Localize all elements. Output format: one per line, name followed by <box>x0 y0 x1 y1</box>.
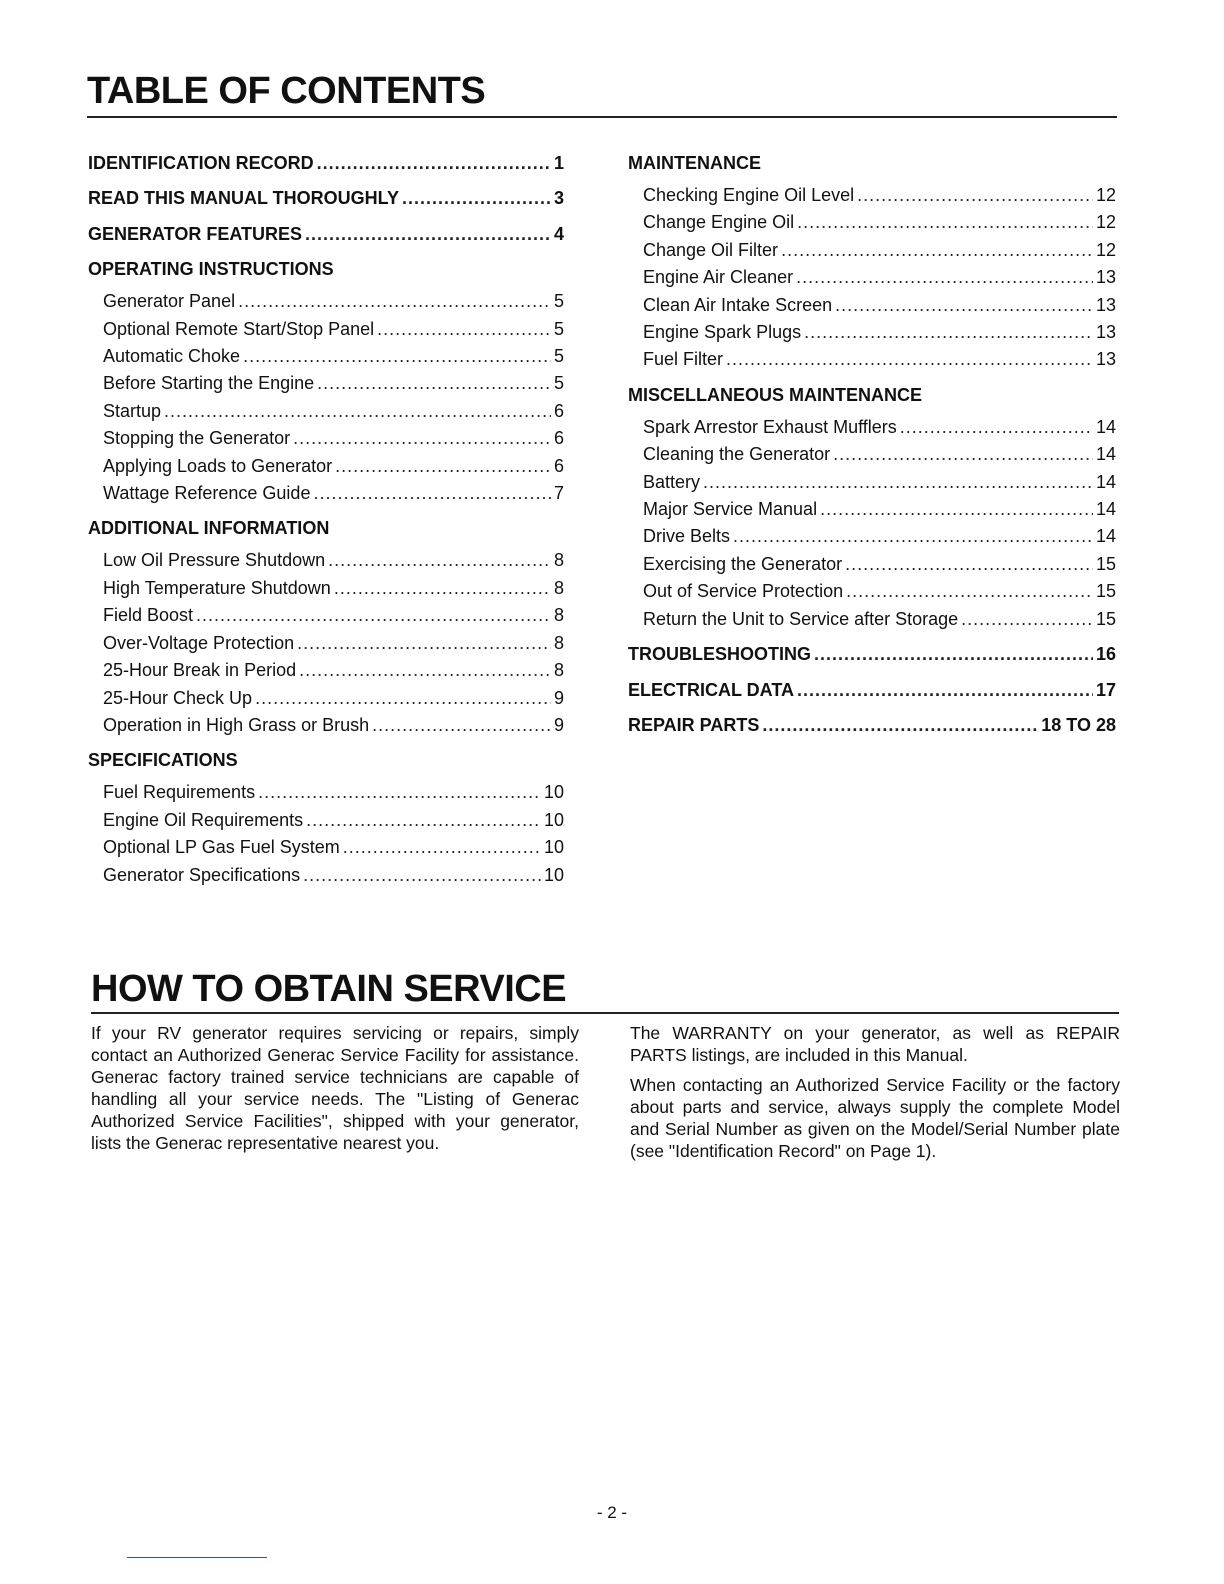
toc-entry-page: 16 <box>1095 644 1116 665</box>
toc-entry-25-hour-check-up <box>88 685 564 712</box>
toc-entry-page: 17 <box>1095 679 1116 700</box>
toc-entry-label: Optional LP Gas Fuel System <box>103 837 340 858</box>
toc-section-additional-information: ADDITIONAL INFORMATION <box>88 518 330 539</box>
toc-entry-page: 5 <box>553 318 564 339</box>
service-paragraph: If your RV generator requires servicing or repairs, simply contact an Authorized Generac Service Facility for assistance. Generac factory trained service technicians are capable of handling all your service needs. The "Listing of Generac Authorized Service Facilities", shipped with your generator, lists the Generac representative nearest you. <box>91 1023 579 1153</box>
dot-leader <box>900 414 1093 441</box>
page-number: - 2 - <box>596 1503 628 1522</box>
dot-leader <box>733 523 1093 550</box>
toc-entry-label: Engine Spark Plugs <box>643 322 802 343</box>
toc-entry-label: Exercising the Generator <box>643 553 843 574</box>
toc-entry-label: ELECTRICAL DATA <box>628 679 794 700</box>
toc-entry-page: 4 <box>553 223 564 244</box>
toc-entry-label: Major Service Manual <box>643 499 818 520</box>
dot-leader <box>402 185 551 212</box>
toc-entry-checking-engine-oil-level <box>628 182 1116 209</box>
toc-entry-label: Low Oil Pressure Shutdown <box>103 550 326 571</box>
toc-entry-read-this-manual-thoroughly <box>88 185 564 212</box>
dot-leader <box>299 657 551 684</box>
toc-entry-page: 8 <box>553 550 564 571</box>
dot-leader <box>797 677 1093 704</box>
dot-leader <box>372 712 551 739</box>
toc-entry-label: Change Oil Filter <box>643 239 779 260</box>
toc-entry-low-oil-pressure-shutdown <box>88 547 564 574</box>
toc-entry-page: 10 <box>543 864 564 885</box>
toc-entry-high-temperature-shutdown <box>88 575 564 602</box>
toc-entry-page: 13 <box>1095 267 1116 288</box>
toc-entry-electrical-data <box>628 677 1116 704</box>
scan-edge-line <box>127 1557 267 1558</box>
toc-entry-label: Change Engine Oil <box>643 212 795 233</box>
toc-entry-label: Cleaning the Generator <box>643 444 831 465</box>
toc-entry-optional-lp-gas-fuel-system <box>88 834 564 861</box>
toc-entry-page: 15 <box>1095 553 1116 574</box>
toc-section-operating-instructions: OPERATING INSTRUCTIONS <box>88 259 334 280</box>
toc-entry-label: Battery <box>643 471 701 492</box>
toc-entry-page: 6 <box>553 428 564 449</box>
toc-left-column <box>88 150 564 889</box>
dot-leader <box>328 547 551 574</box>
toc-entry-page: 10 <box>543 782 564 803</box>
toc-entry-label: Wattage Reference Guide <box>103 483 311 504</box>
toc-entry-label: 25-Hour Break in Period <box>103 660 297 681</box>
toc-entry-page: 12 <box>1095 185 1116 205</box>
dot-leader <box>835 292 1093 319</box>
dot-leader <box>196 602 551 629</box>
toc-entry-page: 14 <box>1095 416 1116 437</box>
toc-entry-stopping-the-generator <box>88 425 564 452</box>
toc-entry-page: 8 <box>553 605 564 626</box>
toc-entry-wattage-reference-guide <box>88 480 564 507</box>
toc-entry-label: Fuel Requirements <box>103 782 256 803</box>
toc-entry-label: Before Starting the Engine <box>103 373 315 394</box>
toc-entry-fuel-requirements <box>88 779 564 806</box>
toc-entry-startup <box>88 398 564 425</box>
toc-entry-engine-spark-plugs <box>628 319 1116 346</box>
toc-entry-field-boost <box>88 602 564 629</box>
toc-entry-label: READ THIS MANUAL THOROUGHLY <box>88 188 400 209</box>
dot-leader <box>961 606 1093 633</box>
toc-section-miscellaneous-maintenance: MISCELLANEOUS MAINTENANCE <box>628 384 923 405</box>
toc-entry-page: 9 <box>553 687 564 708</box>
service-left-column <box>91 1022 579 1162</box>
toc-entry-label: Spark Arrestor Exhaust Mufflers <box>643 416 897 437</box>
dot-leader <box>164 398 551 425</box>
toc-entry-label: Engine Oil Requirements <box>103 809 304 830</box>
dot-leader <box>846 578 1093 605</box>
toc-entry-label: GENERATOR FEATURES <box>88 223 303 244</box>
toc-entry-operation-in-high-grass-or-brush <box>88 712 564 739</box>
dot-leader <box>335 453 551 480</box>
toc-entry-label: Field Boost <box>103 605 194 626</box>
dot-leader <box>238 288 551 315</box>
toc-entry-page: 10 <box>543 837 564 858</box>
toc-entry-page: 14 <box>1095 499 1116 520</box>
toc-entry-label: 25-Hour Check Up <box>103 687 253 708</box>
toc-entry-label: High Temperature Shutdown <box>103 577 331 598</box>
toc-entry-page: 12 <box>1095 239 1116 260</box>
toc-entry-page: 10 <box>543 809 564 830</box>
toc-entry-page: 12 <box>1095 212 1116 233</box>
dot-leader <box>306 807 541 834</box>
toc-entry-drive-belts <box>628 523 1116 550</box>
toc-entry-automatic-choke <box>88 343 564 370</box>
toc-entry-change-engine-oil <box>628 209 1116 236</box>
service-paragraph: When contacting an Authorized Service Facility or the factory about parts and service, always supply the complete Model and Serial Number as given on the Model/Serial Number plate (see "Identification Record" on Page 1). <box>630 1075 1120 1161</box>
toc-entry-major-service-manual <box>628 496 1116 523</box>
toc-entry-page: 1 <box>553 153 564 173</box>
toc-entry-troubleshooting <box>628 641 1116 668</box>
toc-entry-optional-remote-start-stop-panel <box>88 316 564 343</box>
dot-leader <box>334 575 551 602</box>
dot-leader <box>297 630 551 657</box>
dot-leader <box>781 237 1093 264</box>
toc-entry-battery <box>628 469 1116 496</box>
toc-entry-page: 13 <box>1095 349 1116 370</box>
toc-entry-identification-record <box>88 150 564 177</box>
dot-leader <box>313 480 551 507</box>
toc-section-maintenance: MAINTENANCE <box>628 153 761 173</box>
dot-leader <box>814 641 1093 668</box>
toc-entry-page: 13 <box>1095 322 1116 343</box>
dot-leader <box>258 779 541 806</box>
toc-entry-page: 8 <box>553 660 564 681</box>
dot-leader <box>243 343 551 370</box>
toc-entry-page: 6 <box>553 400 564 421</box>
toc-entry-page: 13 <box>1095 294 1116 315</box>
dot-leader <box>804 319 1093 346</box>
toc-entry-label: Out of Service Protection <box>643 581 844 602</box>
toc-entry-change-oil-filter <box>628 237 1116 264</box>
toc-entry-label: Checking Engine Oil Level <box>643 185 855 205</box>
service-paragraph: The WARRANTY on your generator, as well as REPAIR PARTS listings, are included in this Manual. <box>630 1023 1120 1065</box>
dot-leader <box>833 441 1093 468</box>
toc-entry-return-the-unit-to-service-after-storage <box>628 606 1116 633</box>
toc-entry-page: 5 <box>553 373 564 394</box>
toc-entry-page: 14 <box>1095 471 1116 492</box>
toc-entry-exercising-the-generator <box>628 551 1116 578</box>
toc-entry-label: REPAIR PARTS <box>628 714 760 735</box>
service-title: HOW TO OBTAIN SERVICE <box>91 968 567 1010</box>
toc-entry-cleaning-the-generator <box>628 441 1116 468</box>
toc-entry-page: 3 <box>553 188 564 209</box>
toc-entry-over-voltage-protection <box>88 630 564 657</box>
dot-leader <box>796 264 1093 291</box>
toc-entry-clean-air-intake-screen <box>628 292 1116 319</box>
toc-entry-before-starting-the-engine <box>88 370 564 397</box>
dot-leader <box>317 370 551 397</box>
toc-entry-label: Optional Remote Start/Stop Panel <box>103 318 375 339</box>
service-title-rule <box>91 1012 1119 1014</box>
dot-leader <box>255 685 551 712</box>
toc-entry-page: 8 <box>553 632 564 653</box>
dot-leader <box>293 425 551 452</box>
dot-leader <box>726 346 1093 373</box>
dot-leader <box>820 496 1093 523</box>
toc-entry-spark-arrestor-exhaust-mufflers <box>628 414 1116 441</box>
toc-entry-label: Generator Panel <box>103 291 236 312</box>
dot-leader <box>317 150 551 177</box>
toc-right-column <box>628 150 1116 741</box>
toc-entry-label: Startup <box>103 400 162 421</box>
toc-entry-label: IDENTIFICATION RECORD <box>88 153 314 173</box>
toc-entry-page: 15 <box>1095 608 1116 629</box>
toc-entry-generator-specifications <box>88 862 564 889</box>
toc-entry-label: Clean Air Intake Screen <box>643 294 833 315</box>
toc-entry-page: 8 <box>553 577 564 598</box>
toc-entry-25-hour-break-in-period <box>88 657 564 684</box>
dot-leader <box>377 316 551 343</box>
toc-entry-fuel-filter <box>628 346 1116 373</box>
toc-entry-page: 14 <box>1095 444 1116 465</box>
toc-entry-generator-features <box>88 221 564 248</box>
toc-entry-applying-loads-to-generator <box>88 453 564 480</box>
toc-entry-label: Stopping the Generator <box>103 428 291 449</box>
toc-entry-page: 15 <box>1095 581 1116 602</box>
toc-entry-page: 5 <box>553 291 564 312</box>
toc-entry-repair-parts <box>628 712 1116 739</box>
toc-entry-label: Over-Voltage Protection <box>103 632 295 653</box>
toc-entry-engine-air-cleaner <box>628 264 1116 291</box>
toc-entry-page: 5 <box>553 346 564 367</box>
toc-entry-label: TROUBLESHOOTING <box>628 644 811 665</box>
toc-entry-page: 14 <box>1095 526 1116 547</box>
toc-entry-out-of-service-protection <box>628 578 1116 605</box>
toc-entry-page: 18 TO 28 <box>1041 714 1116 735</box>
toc-entry-label: Drive Belts <box>643 526 731 547</box>
toc-title-rule <box>87 116 1117 118</box>
dot-leader <box>303 862 541 889</box>
toc-entry-engine-oil-requirements <box>88 807 564 834</box>
toc-entry-label: Engine Air Cleaner <box>643 267 794 288</box>
toc-entry-generator-panel <box>88 288 564 315</box>
toc-entry-label: Generator Specifications <box>103 864 301 885</box>
toc-section-specifications: SPECIFICATIONS <box>88 750 238 771</box>
toc-entry-label: Operation in High Grass or Brush <box>103 714 370 735</box>
toc-entry-label: Fuel Filter <box>643 349 724 370</box>
toc-entry-label: Return the Unit to Service after Storage <box>643 608 959 629</box>
dot-leader <box>845 551 1093 578</box>
service-right-column <box>630 1022 1120 1170</box>
toc-entry-label: Applying Loads to Generator <box>103 455 333 476</box>
toc-entry-page: 7 <box>553 483 564 504</box>
toc-entry-page: 6 <box>553 455 564 476</box>
dot-leader <box>703 469 1093 496</box>
dot-leader <box>762 712 1038 739</box>
dot-leader <box>857 182 1093 209</box>
dot-leader <box>797 209 1093 236</box>
dot-leader <box>343 834 541 861</box>
toc-entry-label: Automatic Choke <box>103 346 241 367</box>
toc-entry-page: 9 <box>553 714 564 735</box>
toc-title: TABLE OF CONTENTS <box>87 70 486 112</box>
dot-leader <box>305 221 551 248</box>
